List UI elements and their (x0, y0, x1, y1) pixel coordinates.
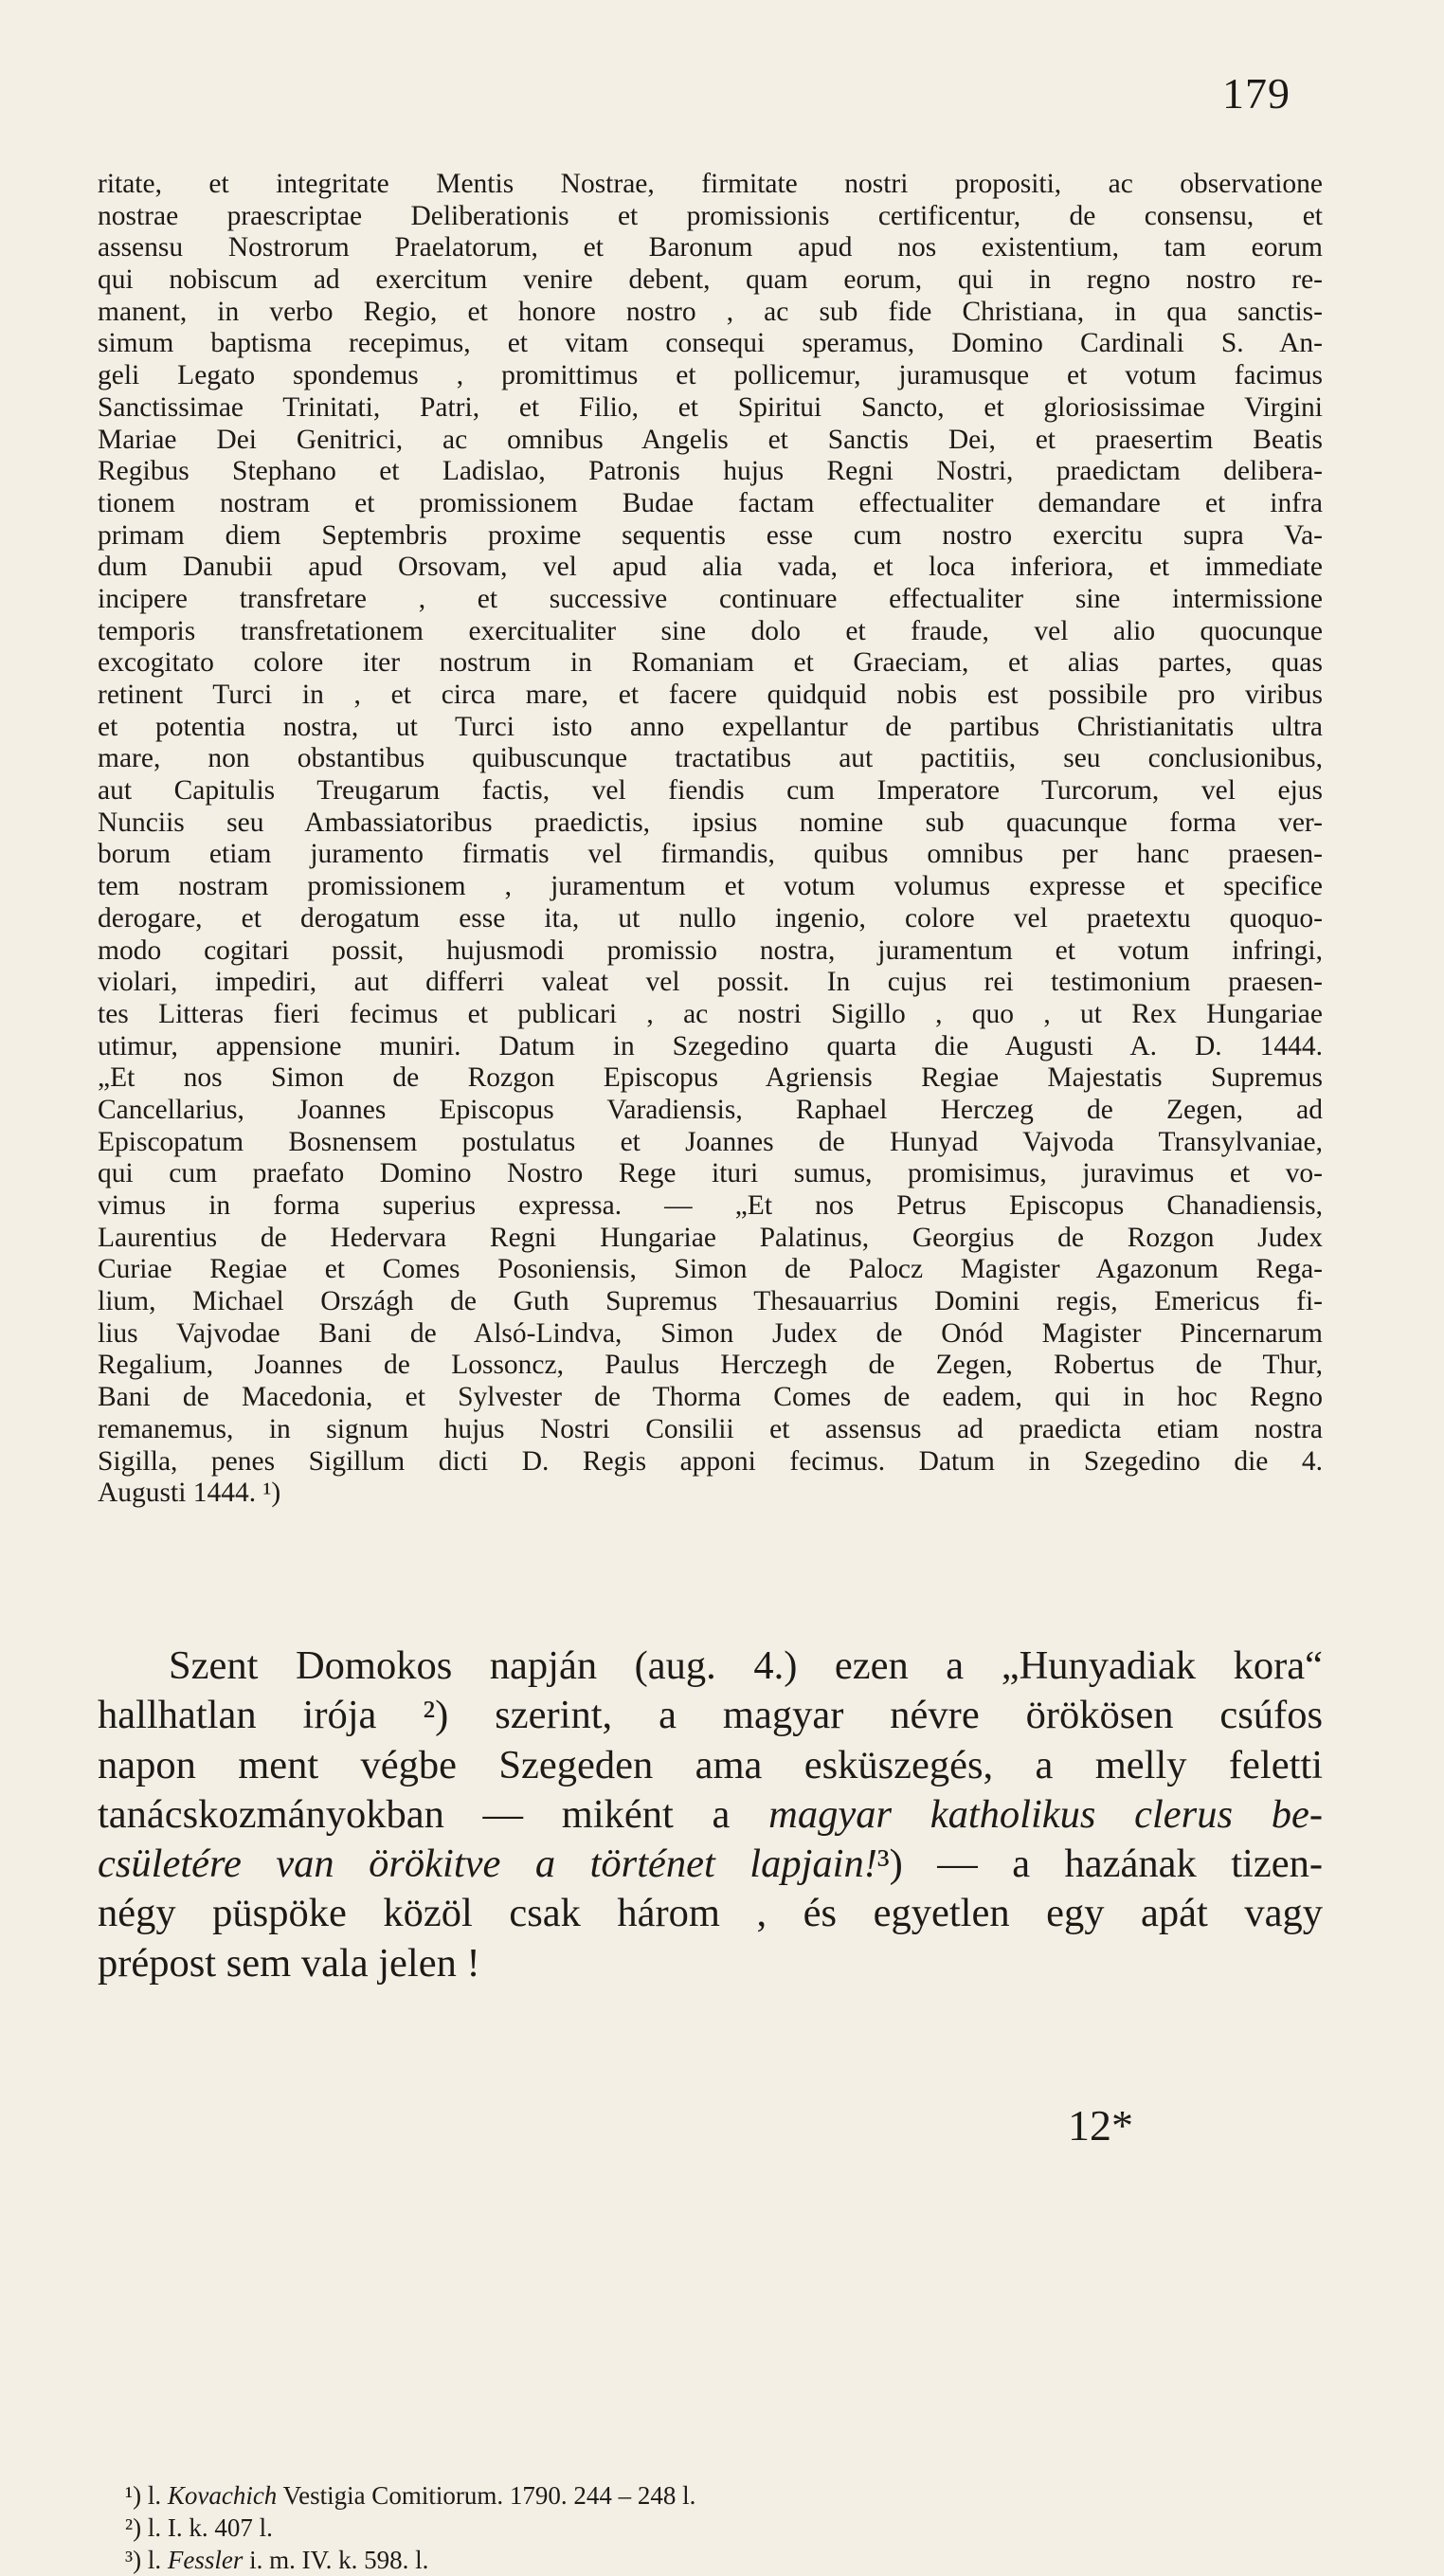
latin-line: dum Danubii apud Orsovam, vel apud alia vada, et loca inferiora, et immediate (98, 552, 1323, 583)
latin-line: derogare, et derogatum esse ita, ut nullo ingenio, colore vel praetextu quoquo- (98, 902, 1323, 934)
page-number: 179 (1222, 69, 1291, 118)
latin-line: Nunciis seu Ambassiatoribus praedictis, ipsius nomine sub quacunque forma ver- (98, 807, 1323, 838)
latin-line: tes Litteras fieri fecimus et publicari , ac nostri Sigillo , quo , ut Rex Hungariae (98, 998, 1323, 1029)
latin-line: et potentia nostra, ut Turci isto anno expellantur de partibus Christianitatis ultra (98, 711, 1323, 742)
latin-line: Regalium, Joannes de Lossoncz, Paulus Herczegh de Zegen, Robertus de Thur, (98, 1350, 1323, 1381)
latin-line: violari, impediri, aut differri valeat vel possit. In cujus rei testimonium praesen- (98, 967, 1323, 998)
latin-line: retinent Turci in , et circa mare, et facere quidquid nobis est possibile pro viribus (98, 680, 1323, 710)
latin-line: lius Vajvodae Bani de Alsó-Lindva, Simon Judex de Onód Magister Pincernarum (98, 1317, 1323, 1349)
hungarian-italic-text: magyar katholikus clerus be- (768, 1791, 1323, 1837)
latin-line: incipere transfretare , et successive continuare effectualiter sine intermissione (98, 583, 1323, 614)
latin-line: modo cogitari possit, hujusmodi promissio nostra, juramentum et votum infringi, (98, 934, 1323, 966)
latin-line: remanemus, in signum hujus Nostri Consilii et assensus ad praedicta etiam nostra (98, 1413, 1323, 1444)
hungarian-italic-text: csületére van örökitve a történet lapjain! (98, 1841, 877, 1887)
latin-line: Sanctissimae Trinitati, Patri, et Filio, et Spiritui Sancto, et gloriosissimae Virgini (98, 391, 1323, 423)
latin-line: Bani de Macedonia, et Sylvester de Thorma Comes de eadem, qui in hoc Regno (98, 1382, 1323, 1413)
latin-line: manent, in verbo Regio, et honore nostro , ac sub fide Christiana, in qua sanctis- (98, 296, 1323, 327)
hungarian-text: ³) — a hazának tizen- (876, 1841, 1323, 1887)
latin-line: ritate, et integritate Mentis Nostrae, firmitate nostri propositi, ac observatione (98, 169, 1323, 199)
latin-line: mare, non obstantibus quibuscunque tractatibus aut pactitiis, seu conclusionibus, (98, 743, 1323, 774)
latin-line: Laurentius de Hedervara Regni Hungariae Palatinus, Georgius de Rozgon Judex (98, 1222, 1323, 1253)
footnote-author: Kovachich (167, 2481, 278, 2510)
latin-line: „Et nos Simon de Rozgon Episcopus Agriensis Regiae Majestatis Supremus (98, 1062, 1323, 1094)
latin-line: Curiae Regiae et Comes Posoniensis, Simon de Palocz Magister Agazonum Rega- (98, 1254, 1323, 1285)
latin-line: geli Legato spondemus , promittimus et pollicemur, juramusque et votum facimus (98, 360, 1323, 391)
latin-line: Mariae Dei Genitrici, ac omnibus Angelis et Sanctis Dei, et praesertim Beatis (98, 424, 1323, 455)
latin-line: nostrae praescriptae Deliberationis et promissionis certificentur, de consensu, et (98, 200, 1323, 231)
signature-mark: 12* (1068, 2101, 1133, 2150)
latin-line: temporis transfretationem exercitualiter sine dolo et fraude, vel alio quocunque (98, 615, 1323, 646)
latin-line: Augusti 1444. ¹) (98, 1478, 281, 1509)
footnote-2: ²) l. I. k. 407 l. (125, 2513, 273, 2542)
latin-line: primam diem Septembris proxime sequentis esse cum nostro exercitu supra Va- (98, 519, 1323, 551)
hungarian-line: négy püspöke közöl csak három , és egyetlen egy apát vagy (98, 1891, 1323, 1936)
latin-line: tionem nostram et promissionem Budae factam effectualiter demandare et infra (98, 487, 1323, 518)
latin-line: aut Capitulis Treugarum factis, vel fiendis cum Imperatore Turcorum, vel ejus (98, 775, 1323, 807)
latin-line: lium, Michael Országh de Guth Supremus Thesauarrius Domini regis, Emericus fi- (98, 1286, 1323, 1317)
latin-line: excogitato colore iter nostrum in Romaniam et Graeciam, et alias partes, quas (98, 647, 1323, 679)
latin-line: vimus in forma superius expressa. — „Et nos Petrus Episcopus Chanadiensis, (98, 1190, 1323, 1221)
hungarian-line: Szent Domokos napján (aug. 4.) ezen a „Hunyadiak kora“ (169, 1643, 1323, 1688)
latin-line: assensu Nostrorum Praelatorum, et Baronum apud nos existentium, tam eorum (98, 232, 1323, 263)
latin-line: utimur, appensione muniri. Datum in Szegedino quarta die Augusti A. D. 1444. (98, 1030, 1323, 1061)
latin-line: tem nostram promissionem , juramentum et votum volumus expresse et specifice (98, 871, 1323, 902)
latin-line: Sigilla, penes Sigillum dicti D. Regis apponi fecimus. Datum in Szegedino die 4. (98, 1445, 1323, 1477)
footnote-marker: ¹) l. (125, 2481, 168, 2510)
footnote-3 (125, 2544, 978, 2576)
hungarian-line (98, 1790, 1323, 1840)
hungarian-line: napon ment végbe Szegeden ama esküszegés, a melly feletti (98, 1742, 1323, 1787)
footnote-text: Vestigia Comitiorum. 1790. 244 – 248 l. (277, 2481, 696, 2510)
footnote-text: i. m. IV. k. 598. l. (243, 2546, 429, 2574)
footnote-author: Fessler (167, 2546, 244, 2574)
latin-document-text (98, 169, 1323, 1510)
hungarian-text: tanácskozmányokban — miként a (98, 1791, 769, 1837)
latin-line: qui cum praefato Domino Nostro Rege ituri sumus, promisimus, juravimus et vo- (98, 1158, 1323, 1189)
hungarian-line: hallhatlan irója ²) szerint, a magyar névre örökösen csúfos (98, 1693, 1323, 1738)
hungarian-paragraph (98, 1642, 1323, 1988)
latin-line: qui nobiscum ad exercitum venire debent, quam eorum, qui in regno nostro re- (98, 264, 1323, 296)
footnotes (125, 2479, 978, 2576)
latin-line: borum etiam juramento firmatis vel firmandis, quibus omnibus per hanc praesen- (98, 839, 1323, 870)
footnote-1 (125, 2479, 978, 2512)
hungarian-line: prépost sem vala jelen ! (98, 1940, 480, 1986)
latin-line: Cancellarius, Joannes Episcopus Varadiensis, Raphael Herczeg de Zegen, ad (98, 1094, 1323, 1125)
latin-line: Regibus Stephano et Ladislao, Patronis hujus Regni Nostri, praedictam delibera- (98, 456, 1323, 487)
latin-line: Episcopatum Bosnensem postulatus et Joannes de Hunyad Vajvoda Transylvaniae, (98, 1126, 1323, 1157)
footnote-marker: ³) l. (125, 2546, 168, 2574)
latin-line: simum baptisma recepimus, et vitam consequi speramus, Domino Cardinali S. An- (98, 328, 1323, 359)
hungarian-line (98, 1840, 1323, 1889)
